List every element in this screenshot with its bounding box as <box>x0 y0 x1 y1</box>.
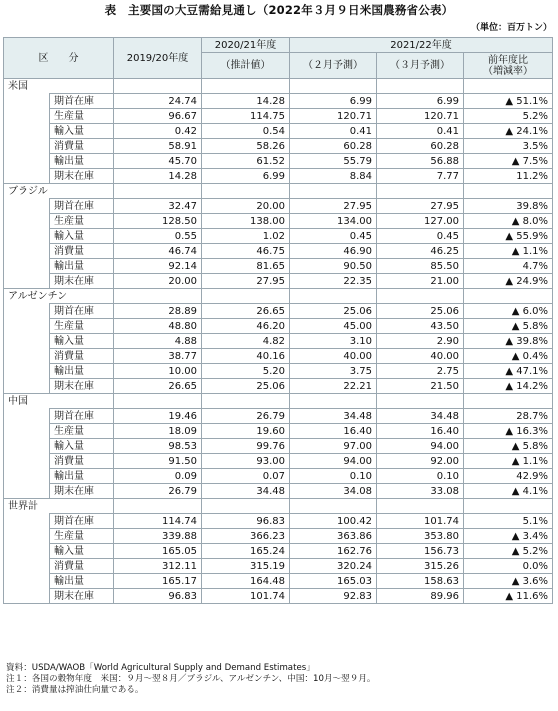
item-label: 輸入量 <box>50 334 114 349</box>
value-change: 5.1% <box>464 514 553 529</box>
value-change: ▲ 5.2% <box>464 544 553 559</box>
value-2020: 46.75 <box>202 244 290 259</box>
item-label: 期首在庫 <box>50 199 114 214</box>
value-change: ▲ 11.6% <box>464 589 553 604</box>
indent-cell <box>4 319 50 334</box>
value-2019: 339.88 <box>114 529 202 544</box>
value-2021-mar: 16.40 <box>377 424 464 439</box>
value-2021-mar: 34.48 <box>377 409 464 424</box>
item-label: 消費量 <box>50 349 114 364</box>
table-row <box>4 124 553 139</box>
value-2020: 101.74 <box>202 589 290 604</box>
indent-cell <box>4 139 50 154</box>
table-row <box>4 409 553 424</box>
table-body <box>4 79 553 604</box>
value-2020: 366.23 <box>202 529 290 544</box>
indent-cell <box>4 349 50 364</box>
empty-cell <box>114 394 202 409</box>
value-2019: 26.79 <box>114 484 202 499</box>
value-2021-mar: 353.80 <box>377 529 464 544</box>
value-2020: 114.75 <box>202 109 290 124</box>
value-2020: 40.16 <box>202 349 290 364</box>
value-2020: 20.00 <box>202 199 290 214</box>
value-2021-feb: 3.75 <box>290 364 377 379</box>
value-2019: 96.67 <box>114 109 202 124</box>
value-change: ▲ 47.1% <box>464 364 553 379</box>
header-2020-estimate: （推計値） <box>202 53 290 79</box>
item-label: 消費量 <box>50 244 114 259</box>
indent-cell <box>4 94 50 109</box>
table-row <box>4 574 553 589</box>
value-2021-feb: 40.00 <box>290 349 377 364</box>
value-change: ▲ 4.1% <box>464 484 553 499</box>
value-2019: 18.09 <box>114 424 202 439</box>
indent-cell <box>4 574 50 589</box>
table-row <box>4 379 553 394</box>
value-2021-mar: 0.45 <box>377 229 464 244</box>
value-2021-feb: 6.99 <box>290 94 377 109</box>
value-2021-mar: 21.00 <box>377 274 464 289</box>
table-row <box>4 319 553 334</box>
item-label: 輸入量 <box>50 439 114 454</box>
header-2021-mar: （３月予測） <box>377 53 464 79</box>
value-2019: 10.00 <box>114 364 202 379</box>
table-row <box>4 529 553 544</box>
item-label: 期首在庫 <box>50 514 114 529</box>
note-source: 資料：USDA/WAOB「World Agricultural Supply and Demand Estimates」 <box>6 663 315 673</box>
empty-cell <box>464 394 553 409</box>
page-title: 表 主要国の大豆需給見通し（2022年３月９日米国農務省公表） <box>104 3 454 17</box>
value-change: 28.7% <box>464 409 553 424</box>
value-2021-feb: 27.95 <box>290 199 377 214</box>
table-row <box>4 199 553 214</box>
empty-cell <box>290 394 377 409</box>
value-2021-mar: 101.74 <box>377 514 464 529</box>
header-change <box>464 53 553 79</box>
indent-cell <box>4 514 50 529</box>
item-label: 消費量 <box>50 454 114 469</box>
item-label: 消費量 <box>50 139 114 154</box>
table-row <box>4 589 553 604</box>
item-label: 輸出量 <box>50 154 114 169</box>
indent-cell <box>4 424 50 439</box>
empty-cell <box>114 79 202 94</box>
table-row <box>4 244 553 259</box>
value-2020: 26.79 <box>202 409 290 424</box>
value-2019: 58.91 <box>114 139 202 154</box>
value-2021-mar: 315.26 <box>377 559 464 574</box>
value-2021-feb: 22.21 <box>290 379 377 394</box>
country-row <box>4 499 553 514</box>
item-label: 期首在庫 <box>50 94 114 109</box>
empty-cell <box>290 184 377 199</box>
value-2019: 114.74 <box>114 514 202 529</box>
indent-cell <box>4 334 50 349</box>
value-2020: 25.06 <box>202 379 290 394</box>
value-2019: 92.14 <box>114 259 202 274</box>
value-2019: 0.09 <box>114 469 202 484</box>
unit-label: （単位：百万トン） <box>470 23 552 33</box>
empty-cell <box>202 79 290 94</box>
value-change: 5.2% <box>464 109 553 124</box>
value-2020: 315.19 <box>202 559 290 574</box>
header-2020: 2020/21年度 <box>202 38 290 53</box>
value-change: 11.2% <box>464 169 553 184</box>
value-2021-feb: 34.48 <box>290 409 377 424</box>
empty-cell <box>377 184 464 199</box>
value-change: ▲ 39.8% <box>464 334 553 349</box>
value-2020: 6.99 <box>202 169 290 184</box>
value-2021-feb: 320.24 <box>290 559 377 574</box>
item-label: 生産量 <box>50 319 114 334</box>
value-2019: 46.74 <box>114 244 202 259</box>
empty-cell <box>377 499 464 514</box>
value-2020: 5.20 <box>202 364 290 379</box>
indent-cell <box>4 304 50 319</box>
value-2019: 165.05 <box>114 544 202 559</box>
value-2019: 32.47 <box>114 199 202 214</box>
table-row <box>4 544 553 559</box>
value-2021-feb: 3.10 <box>290 334 377 349</box>
value-2020: 96.83 <box>202 514 290 529</box>
value-change: ▲ 51.1% <box>464 94 553 109</box>
table-row <box>4 439 553 454</box>
table-row <box>4 559 553 574</box>
value-2019: 19.46 <box>114 409 202 424</box>
supply-demand-table <box>3 37 553 604</box>
value-2021-feb: 134.00 <box>290 214 377 229</box>
item-label: 期末在庫 <box>50 484 114 499</box>
value-2021-mar: 158.63 <box>377 574 464 589</box>
value-2019: 0.55 <box>114 229 202 244</box>
indent-cell <box>4 169 50 184</box>
item-label: 輸出量 <box>50 259 114 274</box>
header-2019: 2019/20年度 <box>114 38 202 79</box>
value-change: 4.7% <box>464 259 553 274</box>
indent-cell <box>4 229 50 244</box>
empty-cell <box>202 394 290 409</box>
indent-cell <box>4 484 50 499</box>
value-2019: 38.77 <box>114 349 202 364</box>
value-2020: 0.07 <box>202 469 290 484</box>
value-2021-feb: 45.00 <box>290 319 377 334</box>
value-2021-mar: 2.90 <box>377 334 464 349</box>
empty-cell <box>377 289 464 304</box>
value-2021-feb: 8.84 <box>290 169 377 184</box>
value-2020: 93.00 <box>202 454 290 469</box>
indent-cell <box>4 274 50 289</box>
indent-cell <box>4 109 50 124</box>
value-2021-mar: 120.71 <box>377 109 464 124</box>
value-2020: 14.28 <box>202 94 290 109</box>
table-row <box>4 94 553 109</box>
table-row <box>4 109 553 124</box>
value-change: ▲ 3.4% <box>464 529 553 544</box>
value-2021-feb: 25.06 <box>290 304 377 319</box>
item-label: 生産量 <box>50 109 114 124</box>
value-2020: 27.95 <box>202 274 290 289</box>
value-2021-feb: 162.76 <box>290 544 377 559</box>
value-2020: 46.20 <box>202 319 290 334</box>
value-2020: 99.76 <box>202 439 290 454</box>
indent-cell <box>4 199 50 214</box>
item-label: 生産量 <box>50 214 114 229</box>
value-change: ▲ 55.9% <box>464 229 553 244</box>
value-2019: 26.65 <box>114 379 202 394</box>
value-change: ▲ 24.1% <box>464 124 553 139</box>
value-2021-mar: 46.25 <box>377 244 464 259</box>
value-2019: 4.88 <box>114 334 202 349</box>
empty-cell <box>290 289 377 304</box>
value-2020: 34.48 <box>202 484 290 499</box>
country-row <box>4 184 553 199</box>
value-2020: 138.00 <box>202 214 290 229</box>
value-2021-mar: 21.50 <box>377 379 464 394</box>
table-row <box>4 469 553 484</box>
value-change: ▲ 7.5% <box>464 154 553 169</box>
value-2021-mar: 7.77 <box>377 169 464 184</box>
value-2021-mar: 127.00 <box>377 214 464 229</box>
header-2021: 2021/22年度 <box>290 38 553 53</box>
empty-cell <box>464 79 553 94</box>
value-2021-mar: 27.95 <box>377 199 464 214</box>
empty-cell <box>114 184 202 199</box>
value-change: ▲ 1.1% <box>464 244 553 259</box>
value-2021-feb: 120.71 <box>290 109 377 124</box>
table-row <box>4 214 553 229</box>
value-change: 3.5% <box>464 139 553 154</box>
indent-cell <box>4 364 50 379</box>
value-change: ▲ 5.8% <box>464 319 553 334</box>
header-2021-feb: （２月予測） <box>290 53 377 79</box>
header-change-title: 前年度比 <box>488 54 528 66</box>
value-2021-mar: 94.00 <box>377 439 464 454</box>
item-label: 輸出量 <box>50 469 114 484</box>
value-2021-mar: 25.06 <box>377 304 464 319</box>
value-2021-mar: 33.08 <box>377 484 464 499</box>
item-label: 期末在庫 <box>50 169 114 184</box>
value-2020: 19.60 <box>202 424 290 439</box>
item-label: 期末在庫 <box>50 379 114 394</box>
item-label: 輸出量 <box>50 574 114 589</box>
value-2021-feb: 90.50 <box>290 259 377 274</box>
indent-cell <box>4 559 50 574</box>
empty-cell <box>290 499 377 514</box>
value-change: ▲ 24.9% <box>464 274 553 289</box>
indent-cell <box>4 469 50 484</box>
empty-cell <box>290 79 377 94</box>
table-row <box>4 484 553 499</box>
value-2021-feb: 0.10 <box>290 469 377 484</box>
item-label: 輸出量 <box>50 364 114 379</box>
table-row <box>4 274 553 289</box>
value-change: ▲ 6.0% <box>464 304 553 319</box>
empty-cell <box>464 499 553 514</box>
value-2019: 165.17 <box>114 574 202 589</box>
empty-cell <box>114 289 202 304</box>
value-2019: 48.80 <box>114 319 202 334</box>
value-2019: 98.53 <box>114 439 202 454</box>
indent-cell <box>4 154 50 169</box>
indent-cell <box>4 124 50 139</box>
value-2021-mar: 43.50 <box>377 319 464 334</box>
value-2021-feb: 55.79 <box>290 154 377 169</box>
value-2021-mar: 60.28 <box>377 139 464 154</box>
country-name: 世界計 <box>4 499 114 514</box>
table-row <box>4 229 553 244</box>
table-row <box>4 424 553 439</box>
value-change: ▲ 14.2% <box>464 379 553 394</box>
table-row <box>4 334 553 349</box>
value-2021-feb: 46.90 <box>290 244 377 259</box>
value-2019: 91.50 <box>114 454 202 469</box>
value-2021-feb: 0.41 <box>290 124 377 139</box>
value-2020: 61.52 <box>202 154 290 169</box>
indent-cell <box>4 409 50 424</box>
empty-cell <box>377 79 464 94</box>
table-row <box>4 154 553 169</box>
value-2021-feb: 363.86 <box>290 529 377 544</box>
value-2020: 164.48 <box>202 574 290 589</box>
empty-cell <box>114 499 202 514</box>
value-2019: 14.28 <box>114 169 202 184</box>
value-2021-feb: 94.00 <box>290 454 377 469</box>
empty-cell <box>464 289 553 304</box>
table-row <box>4 514 553 529</box>
item-label: 期末在庫 <box>50 589 114 604</box>
value-2020: 81.65 <box>202 259 290 274</box>
value-change: ▲ 3.6% <box>464 574 553 589</box>
country-row <box>4 79 553 94</box>
item-label: 期末在庫 <box>50 274 114 289</box>
value-2021-mar: 89.96 <box>377 589 464 604</box>
country-name: アルゼンチン <box>4 289 114 304</box>
item-label: 生産量 <box>50 529 114 544</box>
country-name: 中国 <box>4 394 114 409</box>
indent-cell <box>4 259 50 274</box>
value-2021-feb: 22.35 <box>290 274 377 289</box>
item-label: 期首在庫 <box>50 304 114 319</box>
value-change: 39.8% <box>464 199 553 214</box>
value-2021-feb: 16.40 <box>290 424 377 439</box>
value-change: ▲ 1.1% <box>464 454 553 469</box>
item-label: 輸入量 <box>50 229 114 244</box>
indent-cell <box>4 214 50 229</box>
value-2021-feb: 0.45 <box>290 229 377 244</box>
value-change: 0.0% <box>464 559 553 574</box>
footnotes <box>6 663 376 697</box>
value-2019: 312.11 <box>114 559 202 574</box>
table-row <box>4 169 553 184</box>
country-name: ブラジル <box>4 184 114 199</box>
value-2019: 28.89 <box>114 304 202 319</box>
table-row <box>4 364 553 379</box>
value-2021-mar: 6.99 <box>377 94 464 109</box>
value-2019: 45.70 <box>114 154 202 169</box>
table-row <box>4 259 553 274</box>
value-2021-feb: 100.42 <box>290 514 377 529</box>
value-2020: 4.82 <box>202 334 290 349</box>
indent-cell <box>4 439 50 454</box>
value-2021-feb: 60.28 <box>290 139 377 154</box>
item-label: 輸入量 <box>50 544 114 559</box>
indent-cell <box>4 544 50 559</box>
value-2020: 58.26 <box>202 139 290 154</box>
indent-cell <box>4 244 50 259</box>
table-row <box>4 304 553 319</box>
table-row <box>4 139 553 154</box>
indent-cell <box>4 454 50 469</box>
empty-cell <box>464 184 553 199</box>
value-2021-mar: 0.10 <box>377 469 464 484</box>
item-label: 輸入量 <box>50 124 114 139</box>
value-change: 42.9% <box>464 469 553 484</box>
table-row <box>4 349 553 364</box>
value-2021-mar: 156.73 <box>377 544 464 559</box>
empty-cell <box>202 184 290 199</box>
note-2: 注２：消費量は搾油仕向量である。 <box>6 685 144 696</box>
value-2021-feb: 165.03 <box>290 574 377 589</box>
note-1: 注１：各国の穀物年度 米国：９月～翌８月／ブラジル、アルゼンチン、中国：10月～翌９月。 <box>6 674 376 685</box>
country-row <box>4 289 553 304</box>
value-2019: 24.74 <box>114 94 202 109</box>
value-change: ▲ 16.3% <box>464 424 553 439</box>
value-2020: 1.02 <box>202 229 290 244</box>
value-2019: 0.42 <box>114 124 202 139</box>
value-2021-mar: 56.88 <box>377 154 464 169</box>
empty-cell <box>202 499 290 514</box>
value-2021-feb: 97.00 <box>290 439 377 454</box>
value-change: ▲ 0.4% <box>464 349 553 364</box>
value-2021-feb: 92.83 <box>290 589 377 604</box>
value-2020: 26.65 <box>202 304 290 319</box>
item-label: 生産量 <box>50 424 114 439</box>
value-2021-mar: 85.50 <box>377 259 464 274</box>
value-2021-mar: 0.41 <box>377 124 464 139</box>
country-name: 米国 <box>4 79 114 94</box>
value-2021-mar: 92.00 <box>377 454 464 469</box>
value-2019: 96.83 <box>114 589 202 604</box>
empty-cell <box>202 289 290 304</box>
header-category: 区 分 <box>4 38 114 79</box>
item-label: 消費量 <box>50 559 114 574</box>
header-change-sub: （増減率） <box>483 65 533 77</box>
value-2019: 128.50 <box>114 214 202 229</box>
value-2021-feb: 34.08 <box>290 484 377 499</box>
empty-cell <box>377 394 464 409</box>
indent-cell <box>4 379 50 394</box>
value-2021-mar: 2.75 <box>377 364 464 379</box>
item-label: 期首在庫 <box>50 409 114 424</box>
indent-cell <box>4 529 50 544</box>
value-2021-mar: 40.00 <box>377 349 464 364</box>
value-2019: 20.00 <box>114 274 202 289</box>
indent-cell <box>4 589 50 604</box>
table-row <box>4 454 553 469</box>
value-2020: 165.24 <box>202 544 290 559</box>
value-change: ▲ 8.0% <box>464 214 553 229</box>
value-2020: 0.54 <box>202 124 290 139</box>
value-change: ▲ 5.8% <box>464 439 553 454</box>
country-row <box>4 394 553 409</box>
